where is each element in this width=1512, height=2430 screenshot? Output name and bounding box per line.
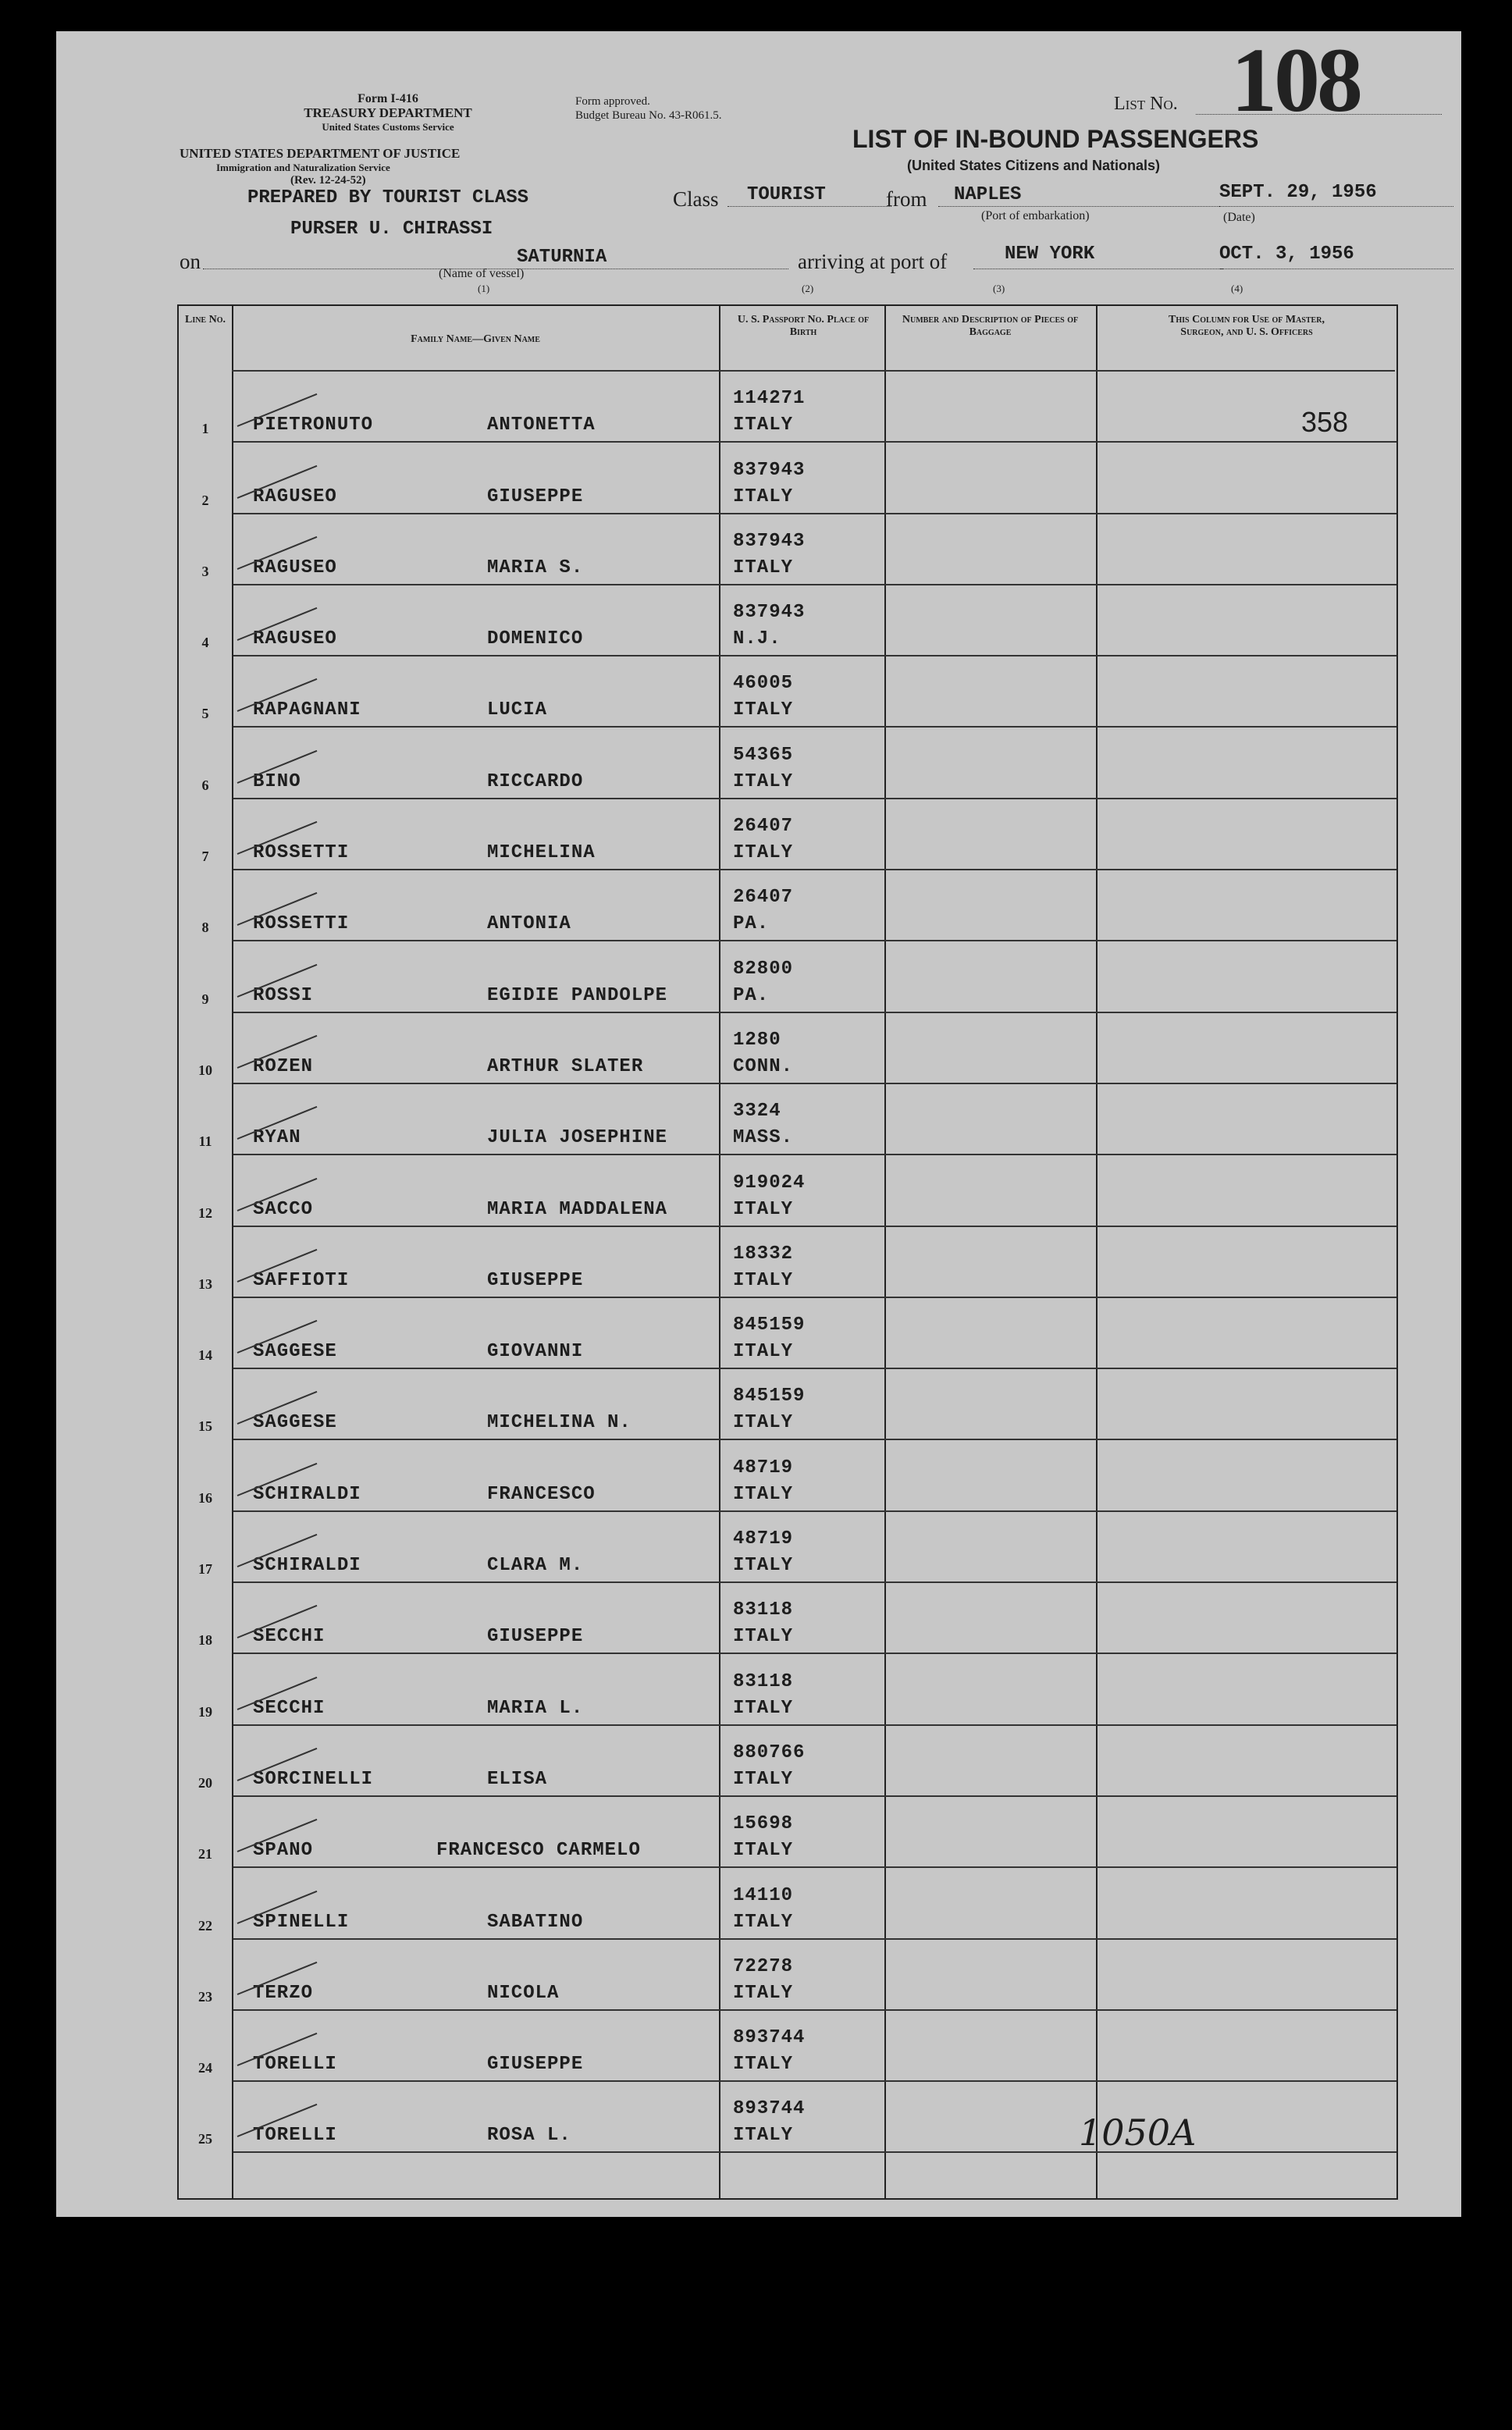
place-of-birth: ITALY	[733, 1269, 794, 1291]
ins-heading: Immigration and Naturalization Service	[216, 162, 390, 173]
place-of-birth: ITALY	[733, 486, 794, 507]
table-row	[179, 584, 1396, 655]
passenger-table	[177, 304, 1398, 2200]
place-of-birth: ITALY	[733, 1626, 794, 1648]
place-of-birth: ITALY	[733, 1555, 794, 1577]
place-of-birth: ITALY	[733, 1768, 794, 1790]
place-of-birth: ITALY	[733, 1412, 794, 1434]
treasury-department: TREASURY DEPARTMENT	[304, 105, 472, 120]
form-approved: Form approved.	[575, 95, 650, 108]
family-name: RYAN	[253, 1127, 301, 1149]
table-row	[179, 1083, 1396, 1154]
table-row	[179, 1297, 1396, 1368]
given-name: GIUSEPPE	[487, 2054, 584, 2076]
passport-number: 114271	[733, 388, 806, 410]
line-number: 12	[198, 1204, 212, 1221]
given-name: GIUSEPPE	[487, 486, 584, 507]
passport-number: 83118	[733, 1599, 794, 1621]
prepared-by: PREPARED BY TOURIST CLASS	[247, 187, 529, 208]
caption-2: (2)	[802, 283, 814, 294]
table-row	[179, 1012, 1396, 1083]
line-number: 21	[198, 1846, 212, 1863]
passport-number: 880766	[733, 1742, 806, 1763]
line-number: 9	[201, 991, 209, 1007]
place-of-birth: ITALY	[733, 557, 794, 578]
passport-number: 14110	[733, 1884, 794, 1906]
given-name: ANTONETTA	[487, 414, 596, 436]
col-name: Family Name—Given Name	[411, 333, 540, 345]
given-name: MICHELINA N.	[487, 1412, 631, 1434]
vessel-value: SATURNIA	[517, 247, 607, 268]
list-number: 108	[1231, 29, 1360, 131]
given-name: RICCARDO	[487, 770, 584, 792]
line-number: 11	[198, 1133, 212, 1150]
place-of-birth: ITALY	[733, 1483, 794, 1505]
col-baggage: Number and Description of Pieces of Baggage	[902, 314, 1079, 338]
port-value: NEW YORK	[1005, 244, 1095, 265]
given-name: GIUSEPPE	[487, 1626, 584, 1648]
table-row	[179, 1724, 1396, 1795]
given-name: LUCIA	[487, 699, 548, 721]
given-name: ANTONIA	[487, 913, 571, 935]
family-name: SAGGESE	[253, 1341, 337, 1363]
family-name: SCHIRALDI	[253, 1555, 361, 1577]
given-name: SABATINO	[487, 1911, 584, 1933]
place-of-birth: ITALY	[733, 1840, 794, 1862]
place-of-birth: ITALY	[733, 842, 794, 864]
passport-number: 46005	[733, 673, 794, 695]
table-row	[179, 1795, 1396, 1866]
line-number: 25	[198, 2131, 212, 2147]
place-of-birth: ITALY	[733, 414, 794, 436]
passport-number: 26407	[733, 887, 794, 909]
family-name: ROSSETTI	[253, 842, 350, 864]
given-name: MARIA S.	[487, 557, 584, 578]
given-name: MARIA MADDALENA	[487, 1198, 668, 1220]
family-name: TORELLI	[253, 2054, 337, 2076]
col-passport: U. S. Passport No. Place of Birth	[737, 314, 870, 338]
family-name: TERZO	[253, 1982, 314, 2004]
purser-name: PURSER U. CHIRASSI	[290, 219, 493, 240]
from-value: NAPLES	[954, 184, 1022, 205]
form-title: LIST OF IN-BOUND PASSENGERS	[852, 125, 1259, 153]
family-name: RAGUSEO	[253, 557, 337, 578]
class-label: Class	[673, 187, 719, 211]
line-number: 2	[201, 492, 209, 508]
line-number: 17	[198, 1561, 212, 1578]
place-of-birth: ITALY	[733, 1697, 794, 1719]
list-no-label: List No.	[1114, 94, 1178, 114]
passport-number: 919024	[733, 1172, 806, 1194]
family-name: ROSSETTI	[253, 913, 350, 935]
table-row	[179, 1866, 1396, 1937]
table-row	[179, 655, 1396, 726]
col-officers: This Column for Use of Master, Surgeon, and U. S. Officers	[1169, 314, 1325, 338]
caption-4: (4)	[1231, 283, 1243, 294]
table-row	[179, 513, 1396, 584]
vessel-caption: (Name of vessel)	[439, 267, 525, 280]
line-number: 23	[198, 1988, 212, 2005]
place-of-birth: PA.	[733, 984, 770, 1006]
family-name: SECCHI	[253, 1697, 326, 1719]
table-row	[179, 1510, 1396, 1581]
table-row	[179, 869, 1396, 940]
line-number: 10	[198, 1062, 212, 1078]
given-name: ELISA	[487, 1768, 548, 1790]
passport-number: 26407	[733, 816, 794, 838]
table-row	[179, 1226, 1396, 1297]
passport-number: 837943	[733, 459, 806, 481]
line-number: 3	[201, 563, 209, 579]
line-number: 15	[198, 1418, 212, 1435]
date-value: SEPT. 29, 1956	[1219, 182, 1377, 203]
place-of-birth: ITALY	[733, 2054, 794, 2076]
arrival-date: OCT. 3, 1956	[1219, 244, 1354, 265]
family-name: SAFFIOTI	[253, 1269, 350, 1291]
table-row	[179, 1368, 1396, 1439]
family-name: BINO	[253, 770, 301, 792]
place-of-birth: ITALY	[733, 1198, 794, 1220]
passport-number: 845159	[733, 1315, 806, 1336]
line-number: 24	[198, 2060, 212, 2076]
table-row	[179, 2009, 1396, 2080]
passport-number: 83118	[733, 1670, 794, 1692]
doj-heading: UNITED STATES DEPARTMENT OF JUSTICE	[180, 146, 461, 161]
given-name: NICOLA	[487, 1982, 560, 2004]
passport-number: 3324	[733, 1101, 781, 1122]
arriving-label: arriving at port of	[798, 250, 948, 273]
table-row	[179, 370, 1396, 441]
place-of-birth: ITALY	[733, 2125, 794, 2147]
family-name: RAGUSEO	[253, 486, 337, 507]
family-name: SACCO	[253, 1198, 314, 1220]
line-number: 14	[198, 1347, 212, 1364]
family-name: SECCHI	[253, 1626, 326, 1648]
family-name: RAPAGNANI	[253, 699, 361, 721]
table-row	[179, 1439, 1396, 1510]
line-number: 4	[201, 635, 209, 651]
form-number: Form I-416	[358, 92, 418, 105]
family-name: SCHIRALDI	[253, 1483, 361, 1505]
line-number: 5	[201, 706, 209, 722]
given-name: EGIDIE PANDOLPE	[487, 984, 668, 1006]
place-of-birth: CONN.	[733, 1055, 794, 1077]
budget-bureau: Budget Bureau No. 43-R061.5.	[575, 109, 722, 122]
family-name: ROZEN	[253, 1055, 314, 1077]
line-number: 7	[201, 849, 209, 865]
table-row	[179, 2080, 1396, 2151]
place-of-birth: ITALY	[733, 1341, 794, 1363]
table-row	[179, 1581, 1396, 1653]
table-row	[179, 798, 1396, 869]
passport-number: 837943	[733, 530, 806, 552]
given-name: FRANCESCO CARMELO	[436, 1840, 641, 1862]
passport-number: 893744	[733, 2027, 806, 2049]
line-number: 8	[201, 920, 209, 936]
given-name: CLARA M.	[487, 1555, 584, 1577]
table-row	[179, 727, 1396, 798]
line-number: 16	[198, 1489, 212, 1506]
line-number: 20	[198, 1774, 212, 1791]
given-name: GIUSEPPE	[487, 1269, 584, 1291]
family-name: SORCINELLI	[253, 1768, 374, 1790]
place-of-birth: MASS.	[733, 1127, 794, 1149]
table-row	[179, 940, 1396, 1011]
place-of-birth: ITALY	[733, 770, 794, 792]
revision: (Rev. 12-24-52)	[290, 174, 366, 187]
caption-3: (3)	[993, 283, 1005, 294]
given-name: DOMENICO	[487, 628, 584, 650]
table-row	[179, 1154, 1396, 1225]
col-line-no: Line No.	[184, 314, 226, 326]
family-name: ROSSI	[253, 984, 314, 1006]
form-subtitle: (United States Citizens and Nationals)	[907, 158, 1161, 173]
given-name: JULIA JOSEPHINE	[487, 1127, 668, 1149]
line-number: 22	[198, 1917, 212, 1934]
family-name: SPANO	[253, 1840, 314, 1862]
embark-caption: (Port of embarkation)	[981, 209, 1090, 222]
customs-service: United States Customs Service	[322, 121, 454, 133]
given-name: ARTHUR SLATER	[487, 1055, 644, 1077]
passport-number: 48719	[733, 1457, 794, 1478]
place-of-birth: ITALY	[733, 1911, 794, 1933]
given-name: GIOVANNI	[487, 1341, 584, 1363]
passport-number: 48719	[733, 1528, 794, 1550]
family-name: PIETRONUTO	[253, 414, 374, 436]
row1-annotation: 358	[1301, 406, 1349, 438]
table-row	[179, 1938, 1396, 2009]
passport-number: 893744	[733, 2098, 806, 2120]
place-of-birth: PA.	[733, 913, 770, 935]
passport-number: 18332	[733, 1243, 794, 1265]
given-name: FRANCESCO	[487, 1483, 596, 1505]
line-number: 6	[201, 777, 209, 793]
given-name: ROSA L.	[487, 2125, 571, 2147]
line-number: 19	[198, 1703, 212, 1720]
line-number: 18	[198, 1632, 212, 1649]
given-name: MARIA L.	[487, 1697, 584, 1719]
passport-number: 72278	[733, 1955, 794, 1977]
passport-number: 845159	[733, 1386, 806, 1407]
place-of-birth: N.J.	[733, 628, 781, 650]
family-name: RAGUSEO	[253, 628, 337, 650]
from-label: from	[886, 187, 927, 211]
passport-number: 15698	[733, 1813, 794, 1835]
date-caption: (Date)	[1223, 211, 1255, 224]
passport-number: 54365	[733, 744, 794, 766]
passport-number: 837943	[733, 602, 806, 624]
family-name: SAGGESE	[253, 1412, 337, 1434]
passport-number: 82800	[733, 958, 794, 980]
given-name: MICHELINA	[487, 842, 596, 864]
passport-number: 1280	[733, 1029, 781, 1051]
class-value: TOURIST	[747, 184, 826, 205]
line-number: 1	[201, 421, 209, 437]
line-number: 13	[198, 1275, 212, 1292]
place-of-birth: ITALY	[733, 699, 794, 721]
caption-1: (1)	[478, 283, 490, 294]
table-row	[179, 1653, 1396, 1724]
on-label: on	[180, 250, 201, 273]
table-row	[179, 441, 1396, 512]
place-of-birth: ITALY	[733, 1982, 794, 2004]
family-name: SPINELLI	[253, 1911, 350, 1933]
family-name: TORELLI	[253, 2125, 337, 2147]
officer-signature: 1050A	[1079, 2112, 1197, 2154]
